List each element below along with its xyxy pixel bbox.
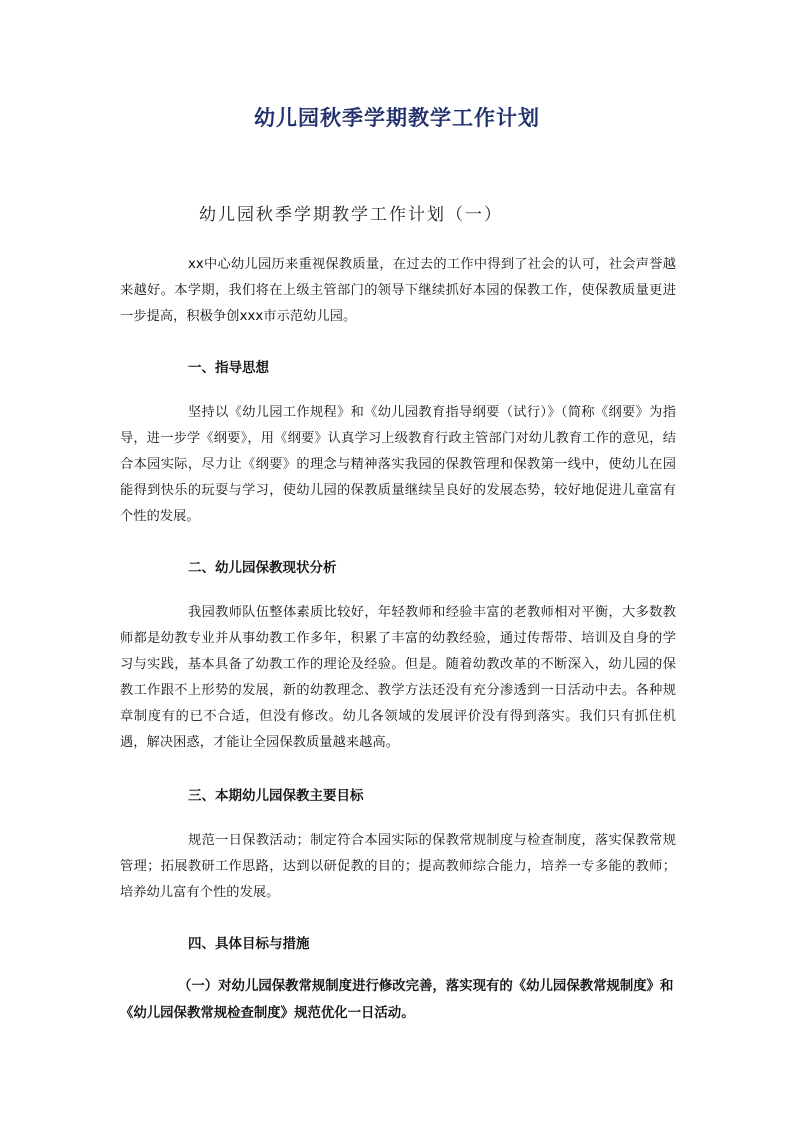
specific-measures-item1-text: （一）对幼儿园保教常规制度进行修改完善，落实现有的《幼儿园保教常规制度》和《幼儿园保教常规检查制度》规范优化一日活动。 [120,979,674,1021]
main-goals-text: 规范一日保教活动；制定符合本园实际的保教常规制度与检查制度，落实保教常规管理；拓展教研工作思路，达到以研促教的目的；提高教师综合能力，培养一专多能的教师；培养幼儿富有个性的发展。 [120,833,676,900]
status-analysis-text: 我园教师队伍整体素质比较好，年轻教师和经验丰富的老教师相对平衡，大多数教师都是幼教专业并从事幼教工作多年，积累了丰富的幼教经验，通过传帮带、培训及自身的学习与实践，基本具备了幼教工作的理论及经验。但是。随着幼教改革的不断深入，幼儿园的保教工作跟不上形势的发展，新的幼教理念、教学方法还没有充分渗透到一日活动中去。各种规章制度有的已不合适，但没有修改。幼儿各领域的发展评价没有得到落实。我们只有抓住机遇，解决困惑，才能让全园保教质量越来越高。 [120,605,676,750]
specific-measures-item1 [120,973,680,1027]
document-title: 幼儿园秋季学期教学工作计划 [254,105,540,130]
section-heading-guiding-ideology: 一、指导思想 [188,360,269,376]
main-goals-paragraph [120,828,676,906]
guiding-ideology-text: 坚持以《幼儿园工作规程》和《幼儿园教育指导纲要（试行）》（简称《纲要》为指导，进一步学《纲要》，用《纲要》认真学习上级教育行政主管部门对幼儿教育工作的意见，结合本园实际，尽力让《纲要》的理念与精神落实我园的保教管理和保教第一线中，使幼儿在园能得到快乐的玩耍与学习，使幼儿园的保教质量继续呈良好的发展态势，较好地促进儿童富有个性的发展。 [120,405,676,524]
document-subtitle: 幼儿园秋季学期教学工作计划（一） [199,205,503,225]
guiding-ideology-paragraph [120,400,676,530]
intro-text: xx中心幼儿园历来重视保教质量，在过去的工作中得到了社会的认可，社会声誉越来越好。本学期，我们将在上级主管部门的领导下继续抓好本园的保教工作，使保教质量更进一步提高，积极争创xxx市示范幼儿园。 [120,257,676,324]
section-heading-status-analysis: 二、幼儿园保教现状分析 [188,560,337,576]
intro-paragraph [120,252,676,330]
section-heading-main-goals: 三、本期幼儿园保教主要目标 [188,788,364,804]
section-heading-specific-measures: 四、具体目标与措施 [188,936,310,952]
status-analysis-paragraph [120,600,676,756]
